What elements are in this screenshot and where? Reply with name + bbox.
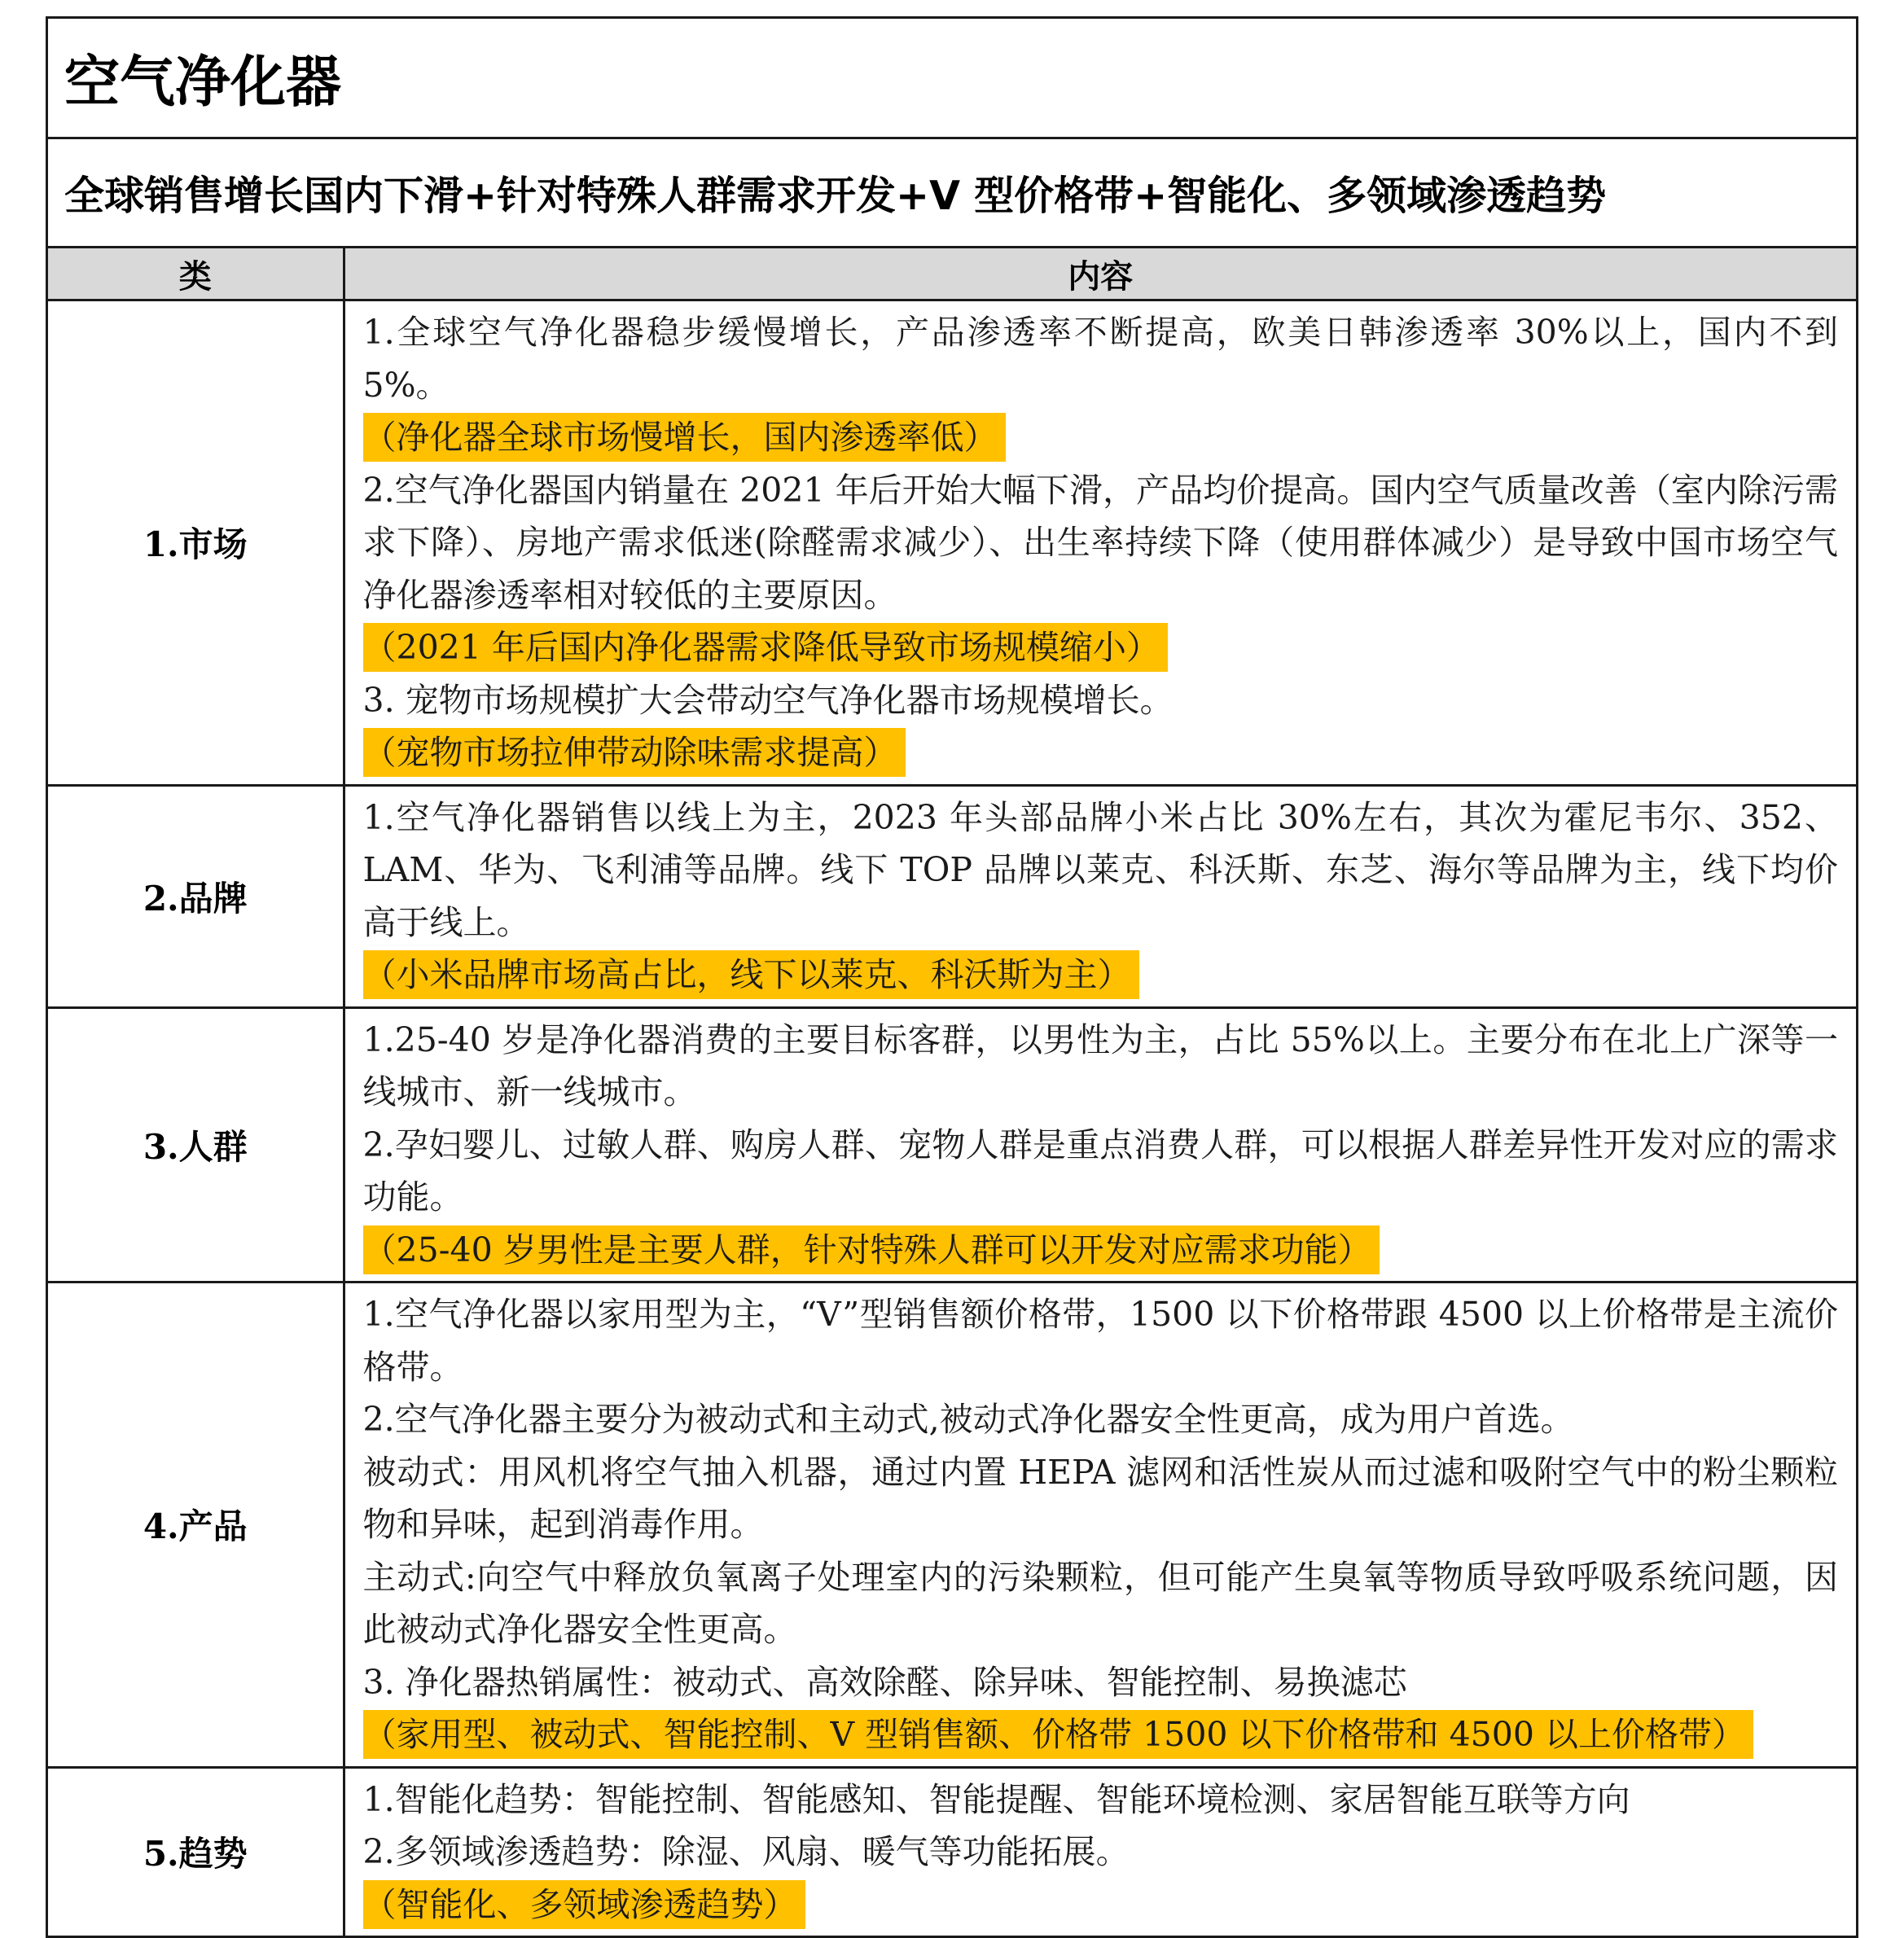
content-cell (344, 785, 1856, 1007)
content-cell (344, 300, 1856, 786)
content-line: 3. 净化器热销属性：被动式、高效除醛、除异味、智能控制、易换滤芯 (362, 1662, 1407, 1702)
category-cell: 2.品牌 (48, 785, 344, 1007)
content-line: 2.孕妇婴儿、过敏人群、购房人群、宠物人群是重点消费人群，可以根据人群差异性开发对应的需求功能。 (362, 1125, 1838, 1217)
content-line: 2.多领域渗透趋势：除湿、风扇、暖气等功能拓展。 (362, 1832, 1130, 1871)
content-line: 1.空气净化器以家用型为主，“V”型销售额价格带，1500 以下价格带跟 4500 以上价格带是主流价格带。 (362, 1295, 1838, 1387)
content-line: 1.智能化趋势：智能控制、智能感知、智能提醒、智能环境检测、家居智能互联等方向 (362, 1779, 1630, 1819)
table-row-trend (48, 1767, 1856, 1936)
header-category: 类 (48, 248, 344, 300)
category-cell: 4.产品 (48, 1282, 344, 1768)
content-line: 2.空气净化器主要分为被动式和主动式,被动式净化器安全性更高，成为用户首选。 (362, 1400, 1574, 1439)
content-cell (344, 1282, 1856, 1768)
highlight-summary: （净化器全球市场慢增长，国内渗透率低） (363, 413, 1006, 462)
highlight-summary: （2021 年后国内净化器需求降低导致市场规模缩小） (363, 623, 1168, 672)
document-table (46, 16, 1858, 1938)
content-cell (344, 1007, 1856, 1282)
highlight-summary: （智能化、多领域渗透趋势） (363, 1880, 805, 1929)
content-line: 1.全球空气净化器稳步缓慢增长，产品渗透率不断提高，欧美日韩渗透率 30%以上，国内不到 5%。 (362, 313, 1838, 405)
category-cell: 5.趋势 (48, 1767, 344, 1936)
content-cell (344, 1767, 1856, 1936)
table-row-market (48, 300, 1856, 786)
highlight-summary: （25-40 岁男性是主要人群，针对特殊人群可以开发对应需求功能） (363, 1226, 1380, 1274)
content-line: 2.空气净化器国内销量在 2021 年后开始大幅下滑，产品均价提高。国内空气质量改善（室内除污需求下降）、房地产需求低迷(除醛需求减少）、出生率持续下降（使用群体减少）是导致中国市场空气净化器渗透率相对较低的主要原因。 (362, 470, 1838, 615)
header-content: 内容 (344, 248, 1856, 300)
category-cell: 3.人群 (48, 1007, 344, 1282)
highlight-summary: （家用型、被动式、智能控制、V 型销售额、价格带 1500 以下价格带和 4500 以上价格带） (363, 1710, 1753, 1759)
content-line: 1.25-40 岁是净化器消费的主要目标客群，以男性为主，占比 55%以上。主要分布在北上广深等一线城市、新一线城市。 (362, 1019, 1838, 1112)
page-subtitle: 全球销售增长国内下滑+针对特殊人群需求开发+V 型价格带+智能化、多领域渗透趋势 (48, 139, 1856, 248)
table-row-audience (48, 1007, 1856, 1282)
table-header-row (48, 248, 1856, 300)
content-line: 被动式：用风机将空气抽入机器，通过内置 HEPA 滤网和活性炭从而过滤和吸附空气中的粉尘颗粒物和异味，起到消毒作用。 (362, 1452, 1838, 1544)
content-line: 3. 宠物市场规模扩大会带动空气净化器市场规模增长。 (362, 680, 1174, 720)
highlight-summary: （小米品牌市场高占比，线下以莱克、科沃斯为主） (363, 950, 1139, 999)
content-line: 1.空气净化器销售以线上为主，2023 年头部品牌小米占比 30%左右，其次为霍尼韦尔、352、LAM、华为、飞利浦等品牌。线下 TOP 品牌以莱克、科沃斯、东芝、海尔等品牌为主，线下均价高于线上。 (362, 797, 1838, 942)
content-line: 主动式:向空气中释放负氧离子处理室内的污染颗粒，但可能产生臭氧等物质导致呼吸系统问题，因此被动式净化器安全性更高。 (362, 1557, 1838, 1649)
table-row-product (48, 1282, 1856, 1768)
highlight-summary: （宠物市场拉伸带动除味需求提高） (363, 728, 906, 777)
content-table (48, 248, 1856, 1936)
table-row-brand (48, 785, 1856, 1007)
page-title: 空气净化器 (48, 19, 1856, 139)
category-cell: 1.市场 (143, 524, 248, 565)
